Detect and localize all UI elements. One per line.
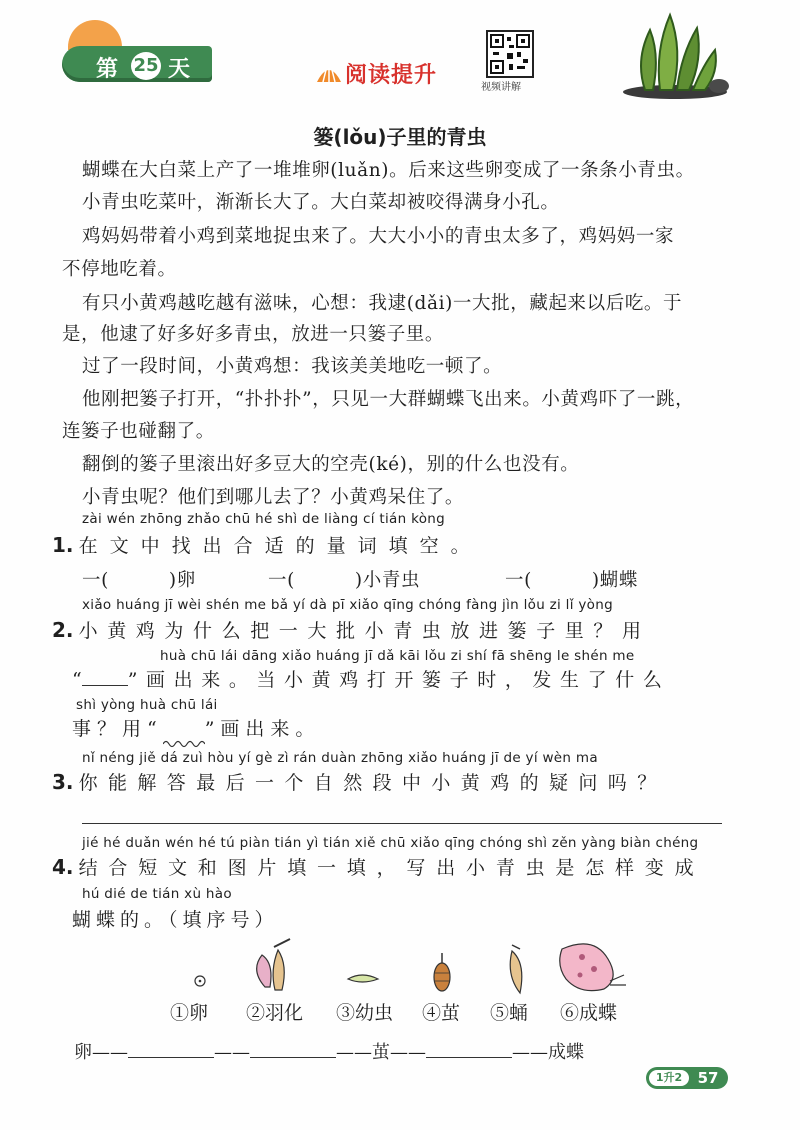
larva-icon <box>348 975 378 982</box>
q3-pinyin: nǐ néng jiě dá zuì hòu yí gè zì rán duàn zhōng xiǎo huáng jī de yí wèn ma <box>82 750 598 766</box>
q2-underline-mark <box>82 685 128 686</box>
story-paragraph: 过了一段时间，小黄鸡想：我该美美地吃一顿了。 <box>82 356 503 377</box>
q2-pinyin-1: xiǎo huáng jī wèi shén me bǎ yí dà pī xiǎo qīng chóng fàng jìn lǒu zi lǐ yòng <box>82 597 613 613</box>
q3-number: 3. <box>52 770 74 794</box>
seaweed-plant-illustration <box>615 10 735 100</box>
sequence-blank-2[interactable] <box>250 1057 336 1058</box>
story-paragraph: 蝴蝶在大白菜上产了一堆堆卵(luǎn)。后来这些卵变成了一条条小青虫。 <box>82 160 695 181</box>
stage-label: ①卵 <box>170 1002 209 1024</box>
q4-text-2: 蝴蝶的。（填序号） <box>72 909 279 931</box>
q1-blank-2[interactable]: 一( )小青虫 <box>268 570 421 591</box>
day-prefix: 第 <box>96 57 120 82</box>
qr-code-icon[interactable] <box>486 30 534 78</box>
story-paragraph: 有只小黄鸡越吃越有滋味，心想：我逮(dǎi)一大批，藏起来以后吃。于 <box>82 293 683 314</box>
story-paragraph: 他刚把篓子打开，“扑扑扑”，只见一大群蝴蝶飞出来。小黄鸡吓了一跳， <box>82 389 695 410</box>
q1-blank-1[interactable]: 一( )卵 <box>82 570 196 591</box>
stage-label: ②羽化 <box>246 1002 304 1024</box>
q4-pinyin-1: jié hé duǎn wén hé tú piàn tián yì tián xiě chū xiǎo qīng chóng shì zěn yàng biàn chéng <box>82 835 699 851</box>
q2-text-3a: 事？用“ <box>72 718 163 740</box>
q3-answer-line[interactable] <box>82 823 722 824</box>
q2-text-1: 小黄鸡为什么把一大批小青虫放进篓子里？用 <box>78 620 651 642</box>
q1-blank-3[interactable]: 一( )蝴蝶 <box>505 570 638 591</box>
sequence-part: ——茧—— <box>336 1042 426 1063</box>
sequence-part: —— <box>214 1042 250 1063</box>
q1-text: 在文中找出合适的量词填空。 <box>78 535 482 557</box>
q2-wavy-mark <box>163 725 205 735</box>
sequence-blank-1[interactable] <box>128 1057 214 1058</box>
grade-label: 1升2 <box>649 1070 689 1086</box>
sequence-blank-3[interactable] <box>426 1057 512 1058</box>
page-number-tag <box>646 1067 728 1089</box>
q4-pinyin-2: hú dié de tián xù hào <box>82 886 232 902</box>
q2-quote-open: “ <box>72 669 82 691</box>
sequence-part: ——成蝶 <box>512 1042 584 1063</box>
cocoon-icon <box>434 953 450 991</box>
story-paragraph: 小青虫吃菜叶，渐渐长大了。大白菜却被咬得满身小孔。 <box>82 192 560 213</box>
shell-icon <box>315 62 343 84</box>
q1-number: 1. <box>52 533 74 557</box>
q2-number: 2. <box>52 618 74 642</box>
section-title: 阅读提升 <box>345 63 438 88</box>
q2-text-3b: ”画出来。 <box>204 718 321 740</box>
story-paragraph: 不停地吃着。 <box>62 259 177 280</box>
sequence-part: 卵—— <box>74 1042 128 1063</box>
page-number: 57 <box>697 1069 719 1087</box>
butterfly-icon <box>560 944 626 991</box>
stage-label: ③幼虫 <box>336 1002 394 1024</box>
day-suffix: 天 <box>168 57 191 82</box>
story-paragraph: 是，他逮了好多好多青虫，放进一只篓子里。 <box>62 324 445 345</box>
q4-number: 4. <box>52 855 74 879</box>
life-cycle-illustrations <box>190 935 640 995</box>
story-paragraph: 翻倒的篓子里滚出好多豆大的空壳(ké)，别的什么也没有。 <box>82 454 580 475</box>
stage-label: ⑥成蝶 <box>560 1002 618 1024</box>
q1-pinyin: zài wén zhōng zhǎo chū hé shì de liàng cí tián kòng <box>82 511 445 527</box>
q3-text: 你能解答最后一个自然段中小黄鸡的疑问吗？ <box>78 772 667 794</box>
story-paragraph: 连篓子也碰翻了。 <box>62 421 215 442</box>
qr-label: 视频讲解 <box>481 82 521 93</box>
q2-pinyin-3: shì yòng huà chū lái <box>76 697 218 713</box>
q2-text-2: ”画出来。当小黄鸡打开篓子时，发生了什么 <box>127 669 671 691</box>
stage-label: ④茧 <box>422 1002 461 1024</box>
stage-label: ⑤蛹 <box>490 1002 529 1024</box>
q2-pinyin-2: huà chū lái dāng xiǎo huáng jī dǎ kāi lǒu zi shí fā shēng le shén me <box>160 648 635 664</box>
story-title: 篓(lǒu)子里的青虫 <box>313 125 487 149</box>
story-paragraph: 小青虫呢？他们到哪儿去了？小黄鸡呆住了。 <box>82 487 465 508</box>
pupa-icon <box>510 945 522 993</box>
day-number: 25 <box>131 52 161 80</box>
story-paragraph: 鸡妈妈带着小鸡到菜地捉虫来了。大大小小的青虫太多了，鸡妈妈一家 <box>82 226 675 247</box>
q4-text-1: 结合短文和图片填一填，写出小青虫是怎样变成 <box>78 857 705 879</box>
emerging-butterfly-icon <box>257 939 290 990</box>
